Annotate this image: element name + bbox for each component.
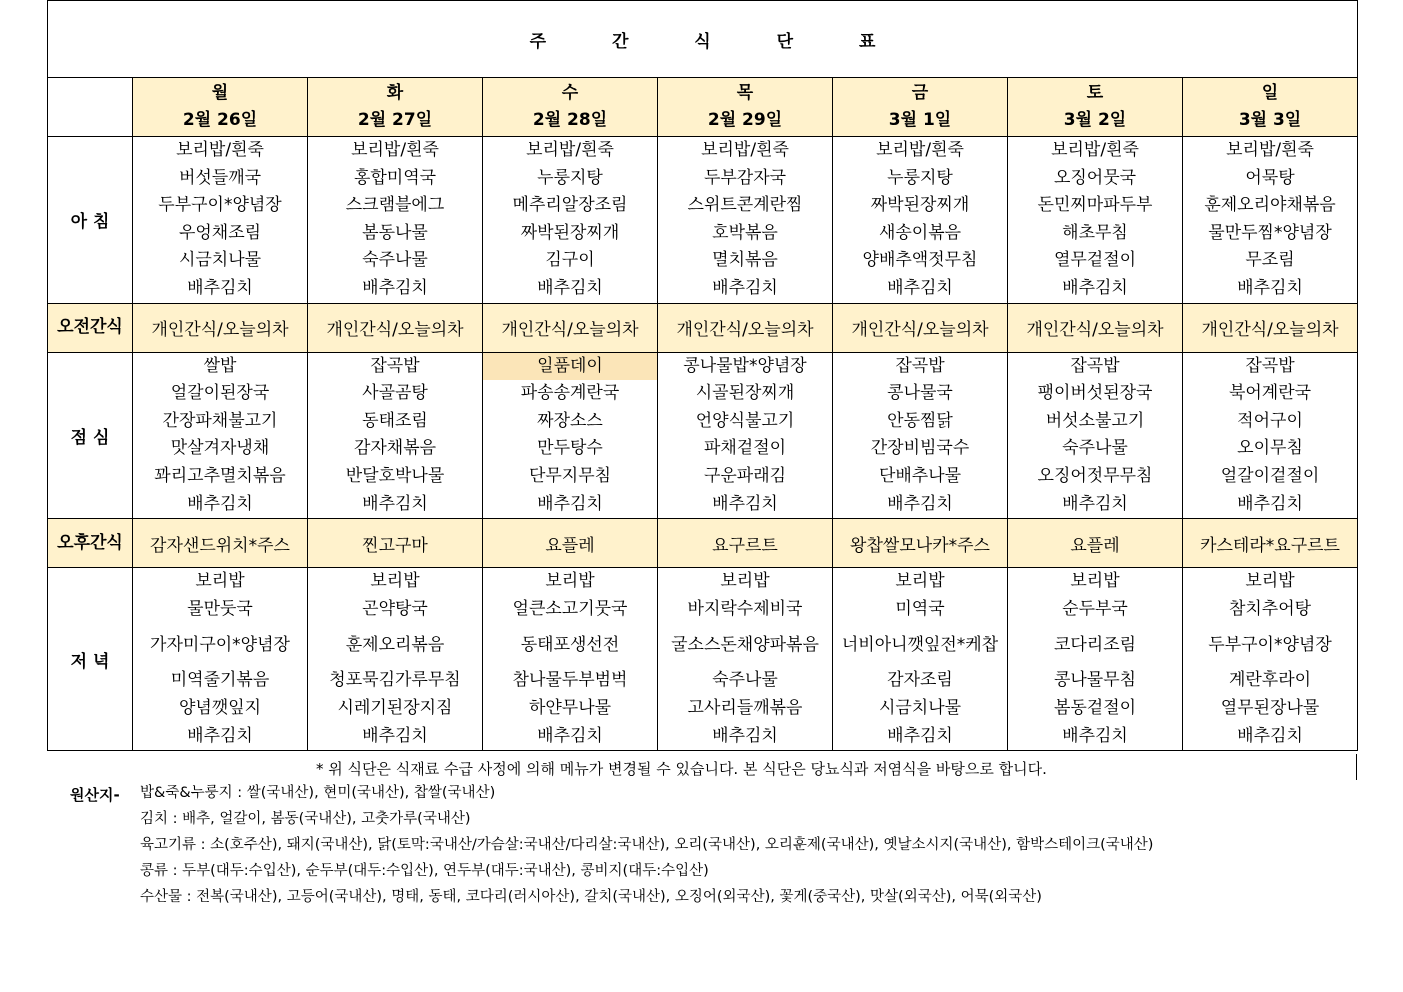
menu-item: 계란후라이 [1228, 670, 1312, 691]
menu-item: 곤약탕국 [362, 598, 428, 619]
menu-item: 홍합미역국 [353, 167, 437, 188]
menu-item: 배추김치 [887, 277, 953, 298]
menu-item: 배추김치 [187, 277, 253, 298]
origin-label: 원산지- [70, 786, 120, 804]
menu-item: 적어구이 [1237, 410, 1303, 431]
pm-snack-cell: 요플레 [1008, 519, 1183, 568]
menu-item: 훈제오리야채볶음 [1204, 195, 1336, 216]
menu-item: 바지락수제비국 [687, 598, 803, 619]
menu-item: 코다리조림 [1053, 634, 1137, 655]
corner-cell [48, 78, 133, 137]
menu-item: 우엉채조림 [178, 222, 262, 243]
menu-item: 스크램블에그 [345, 195, 445, 216]
menu-item: 청포묵김가루무침 [329, 670, 461, 691]
breakfast-cell [658, 137, 833, 304]
origin-list [140, 784, 1153, 914]
menu-item: 봄동나물 [362, 222, 428, 243]
menu-item: 감자채볶음 [353, 438, 437, 459]
lunch-row [48, 352, 1358, 519]
date-label: 2월 28일 [532, 110, 608, 130]
menu-item: 훈제오리볶음 [345, 634, 445, 655]
menu-item: 일품데이 [483, 353, 657, 381]
menu-item: 순두부국 [1062, 598, 1128, 619]
menu-item: 팽이버섯된장국 [1037, 383, 1153, 404]
breakfast-cell [483, 137, 658, 304]
menu-item: 구운파래김 [703, 465, 787, 486]
menu-change-note: * 위 식단은 식재료 수급 사정에 의해 메뉴가 변경될 수 있습니다. 본 식단은 당뇨식과 저염식을 바탕으로 합니다. [316, 760, 1047, 778]
lunch-cell [1183, 352, 1358, 519]
day-header [833, 78, 1008, 137]
menu-item: 열무된장나물 [1220, 697, 1320, 718]
menu-item: 단무지무침 [528, 465, 612, 486]
menu-item: 무조림 [1245, 250, 1295, 271]
date-label: 3월 3일 [1238, 110, 1302, 130]
menu-item: 보리밥/흰죽 [526, 140, 614, 160]
menu-item: 배추김치 [1237, 277, 1303, 298]
dinner-label: 저 녁 [48, 568, 133, 751]
menu-item: 배추김치 [187, 493, 253, 514]
weekday-label: 금 [911, 83, 929, 103]
menu-item: 언양식불고기 [695, 410, 795, 431]
menu-item: 물만두찜*양념장 [1208, 222, 1332, 243]
dinner-cell [1008, 568, 1183, 751]
date-label: 2월 26일 [182, 110, 258, 130]
weekday-label: 토 [1086, 83, 1104, 103]
day-header [483, 78, 658, 137]
origin-line: 콩류 : 두부(대두:수입산), 순두부(대두:수입산), 연두부(대두:국내산), 콩비지(대두:수입산) [140, 863, 709, 879]
menu-item: 미역국 [895, 598, 945, 619]
menu-item: 배추김치 [1237, 725, 1303, 746]
menu-item: 동태조림 [362, 410, 428, 431]
weekday-label: 목 [736, 83, 754, 103]
pm-snack-cell: 왕찹쌀모나카*주스 [833, 519, 1008, 568]
date-label: 2월 27일 [357, 110, 433, 130]
origin-line: 밥&죽&누룽지 : 쌀(국내산), 현미(국내산), 찹쌀(국내산) [140, 785, 496, 801]
origin-line: 수산물 : 전복(국내산), 고등어(국내산), 명태, 동태, 코다리(러시아산), 갈치(국내산), 오징어(외국산), 꽃게(중국산), 맛살(외국산), 어묵(외국산) [140, 889, 1042, 905]
menu-item: 파채겉절이 [703, 438, 787, 459]
lunch-cell [1008, 352, 1183, 519]
menu-item: 열무겉절이 [1053, 250, 1137, 271]
menu-item: 간장비빔국수 [870, 438, 970, 459]
menu-item: 얼갈이겉절이 [1220, 465, 1320, 486]
weekday-label: 월 [211, 83, 229, 103]
menu-item: 잡곡밥 [1070, 355, 1120, 376]
pm-snack-cell: 요구르트 [658, 519, 833, 568]
menu-item: 보리밥 [545, 571, 595, 592]
menu-item: 반달호박나물 [345, 465, 445, 486]
weekday-label: 화 [386, 83, 404, 103]
pm-snack-label: 오후간식 [48, 519, 133, 568]
menu-item: 메추리알장조림 [512, 195, 628, 216]
menu-item: 만두탕수 [537, 438, 603, 459]
am-snack-cell: 개인간식/오늘의차 [133, 303, 308, 352]
dinner-cell [658, 568, 833, 751]
menu-item: 쌀밥 [203, 355, 237, 376]
day-header [308, 78, 483, 137]
menu-item: 배추김치 [712, 277, 778, 298]
breakfast-row [48, 137, 1358, 304]
menu-item: 배추김치 [712, 493, 778, 514]
am-snack-row [48, 303, 1358, 352]
dinner-cell [483, 568, 658, 751]
menu-item: 호박볶음 [712, 222, 778, 243]
menu-item: 잡곡밥 [895, 355, 945, 376]
origin-line: 김치 : 배추, 얼갈이, 봄동(국내산), 고춧가루(국내산) [140, 811, 471, 827]
menu-item: 하얀무나물 [528, 697, 612, 718]
menu-item: 버섯소불고기 [1045, 410, 1145, 431]
lunch-cell [483, 352, 658, 519]
dinner-row [48, 568, 1358, 751]
dinner-cell [833, 568, 1008, 751]
menu-item: 콩나물국 [887, 383, 953, 404]
menu-item: 버섯들깨국 [178, 167, 262, 188]
pm-snack-cell: 요플레 [483, 519, 658, 568]
menu-item: 보리밥/흰죽 [876, 140, 964, 160]
menu-item: 미역줄기볶음 [170, 670, 270, 691]
menu-item: 너비아니깻잎전*케찹 [841, 634, 999, 655]
am-snack-cell: 개인간식/오늘의차 [1008, 303, 1183, 352]
menu-item: 배추김치 [537, 725, 603, 746]
date-label: 3월 2일 [1063, 110, 1127, 130]
menu-item: 배추김치 [362, 725, 428, 746]
menu-item: 보리밥 [195, 571, 245, 592]
lunch-cell [658, 352, 833, 519]
breakfast-cell [833, 137, 1008, 304]
menu-item: 배추김치 [537, 277, 603, 298]
menu-item: 굴소스돈채양파볶음 [671, 634, 819, 655]
day-header [1008, 78, 1183, 137]
menu-item: 누룽지탕 [887, 167, 953, 188]
lunch-cell [833, 352, 1008, 519]
pm-snack-cell: 카스테라*요구르트 [1183, 519, 1358, 568]
menu-item: 안동찜닭 [887, 410, 953, 431]
menu-item: 배추김치 [537, 493, 603, 514]
menu-item: 꽈리고추멸치볶음 [154, 465, 286, 486]
dinner-cell [1183, 568, 1358, 751]
menu-item: 양념깻잎지 [178, 697, 262, 718]
menu-item: 감자조림 [887, 670, 953, 691]
day-header [658, 78, 833, 137]
menu-item: 시금치나물 [178, 250, 262, 271]
dinner-cell [133, 568, 308, 751]
menu-item: 참치추어탕 [1228, 598, 1312, 619]
menu-item: 시금치나물 [878, 697, 962, 718]
menu-item: 콩나물밥*양념장 [683, 355, 807, 376]
lunch-cell [133, 352, 308, 519]
day-header [133, 78, 308, 137]
weekly-menu-table [47, 0, 1358, 751]
menu-item: 북어계란국 [1228, 383, 1312, 404]
origin-line: 육고기류 : 소(호주산), 돼지(국내산), 닭(토막:국내산/가슴살:국내산/다리살:국내산), 오리(국내산), 오리훈제(국내산), 옛날소시지(국내산), 함박스테이크(국내산) [140, 837, 1154, 853]
menu-item: 동태포생선전 [520, 634, 620, 655]
menu-item: 보리밥/흰죽 [176, 140, 264, 160]
menu-item: 물만둣국 [187, 598, 253, 619]
menu-item: 오이무침 [1237, 438, 1303, 459]
menu-item: 봄동겉절이 [1053, 697, 1137, 718]
menu-item: 보리밥 [720, 571, 770, 592]
breakfast-cell [1008, 137, 1183, 304]
menu-item: 오징어젓무무침 [1037, 465, 1153, 486]
dinner-cell [308, 568, 483, 751]
menu-item: 짜박된장찌개 [870, 195, 970, 216]
breakfast-cell [308, 137, 483, 304]
menu-item: 김구이 [545, 250, 595, 271]
menu-item: 배추김치 [887, 493, 953, 514]
menu-item: 보리밥/흰죽 [1051, 140, 1139, 160]
menu-item: 맛살겨자냉채 [170, 438, 270, 459]
menu-item: 보리밥 [1070, 571, 1120, 592]
menu-item: 보리밥 [1245, 571, 1295, 592]
pm-snack-cell: 찐고구마 [308, 519, 483, 568]
menu-item: 참나물두부범벅 [512, 670, 628, 691]
menu-item: 배추김치 [362, 493, 428, 514]
menu-item: 보리밥/흰죽 [1226, 140, 1314, 160]
am-snack-cell: 개인간식/오늘의차 [483, 303, 658, 352]
menu-item: 숙주나물 [1062, 438, 1128, 459]
menu-item: 시골된장찌개 [695, 383, 795, 404]
menu-item: 배추김치 [1237, 493, 1303, 514]
menu-item: 배추김치 [1062, 725, 1128, 746]
weekday-label: 일 [1261, 83, 1279, 103]
menu-item: 콩나물무침 [1053, 670, 1137, 691]
menu-item: 보리밥 [895, 571, 945, 592]
menu-item: 배추김치 [712, 725, 778, 746]
page-title: 주 간 식 단 표 [48, 1, 1358, 78]
menu-item: 돈민찌마파두부 [1037, 195, 1153, 216]
menu-item: 두부구이*양념장 [1208, 634, 1332, 655]
menu-item: 얼큰소고기뭇국 [512, 598, 628, 619]
menu-item: 스위트콘계란찜 [687, 195, 803, 216]
am-snack-cell: 개인간식/오늘의차 [1183, 303, 1358, 352]
menu-item: 잡곡밥 [1245, 355, 1295, 376]
menu-item: 숙주나물 [362, 250, 428, 271]
menu-item: 배추김치 [1062, 277, 1128, 298]
menu-item: 배추김치 [362, 277, 428, 298]
menu-item: 배추김치 [887, 725, 953, 746]
breakfast-label: 아 침 [48, 137, 133, 304]
menu-item: 파송송계란국 [520, 383, 620, 404]
menu-item: 누룽지탕 [537, 167, 603, 188]
menu-item: 가자미구이*양념장 [150, 634, 290, 655]
menu-item: 어묵탕 [1245, 167, 1295, 188]
menu-item: 보리밥/흰죽 [351, 140, 439, 160]
menu-item: 배추김치 [1062, 493, 1128, 514]
breakfast-cell [1183, 137, 1358, 304]
menu-item: 보리밥 [370, 571, 420, 592]
menu-item: 새송이볶음 [878, 222, 962, 243]
menu-item: 시레기된장지짐 [337, 697, 453, 718]
menu-item: 잡곡밥 [370, 355, 420, 376]
breakfast-cell [133, 137, 308, 304]
day-header-row [48, 78, 1358, 137]
menu-item: 얼갈이된장국 [170, 383, 270, 404]
pm-snack-cell: 감자샌드위치*주스 [133, 519, 308, 568]
menu-item: 배추김치 [187, 725, 253, 746]
am-snack-cell: 개인간식/오늘의차 [308, 303, 483, 352]
pm-snack-row [48, 519, 1358, 568]
am-snack-cell: 개인간식/오늘의차 [658, 303, 833, 352]
menu-item: 짜박된장찌개 [520, 222, 620, 243]
menu-item: 사골곰탕 [362, 383, 428, 404]
weekday-label: 수 [561, 83, 579, 103]
lunch-cell [308, 352, 483, 519]
menu-item: 오징어뭇국 [1053, 167, 1137, 188]
menu-item: 해초무침 [1062, 222, 1128, 243]
lunch-label: 점 심 [48, 352, 133, 519]
menu-item: 멸치볶음 [712, 250, 778, 271]
menu-item: 짜장소스 [537, 410, 603, 431]
menu-item: 고사리들깨볶음 [687, 697, 803, 718]
day-header [1183, 78, 1358, 137]
date-label: 2월 29일 [707, 110, 783, 130]
am-snack-cell: 개인간식/오늘의차 [833, 303, 1008, 352]
menu-item: 숙주나물 [712, 670, 778, 691]
menu-item: 간장파채불고기 [162, 410, 278, 431]
menu-item: 양배추액젓무침 [862, 250, 978, 271]
am-snack-label: 오전간식 [48, 303, 133, 352]
date-label: 3월 1일 [888, 110, 952, 130]
menu-item: 두부구이*양념장 [158, 195, 282, 216]
note-border-line [1356, 754, 1357, 780]
menu-item: 단배추나물 [878, 465, 962, 486]
menu-item: 보리밥/흰죽 [701, 140, 789, 160]
menu-item: 두부감자국 [703, 167, 787, 188]
